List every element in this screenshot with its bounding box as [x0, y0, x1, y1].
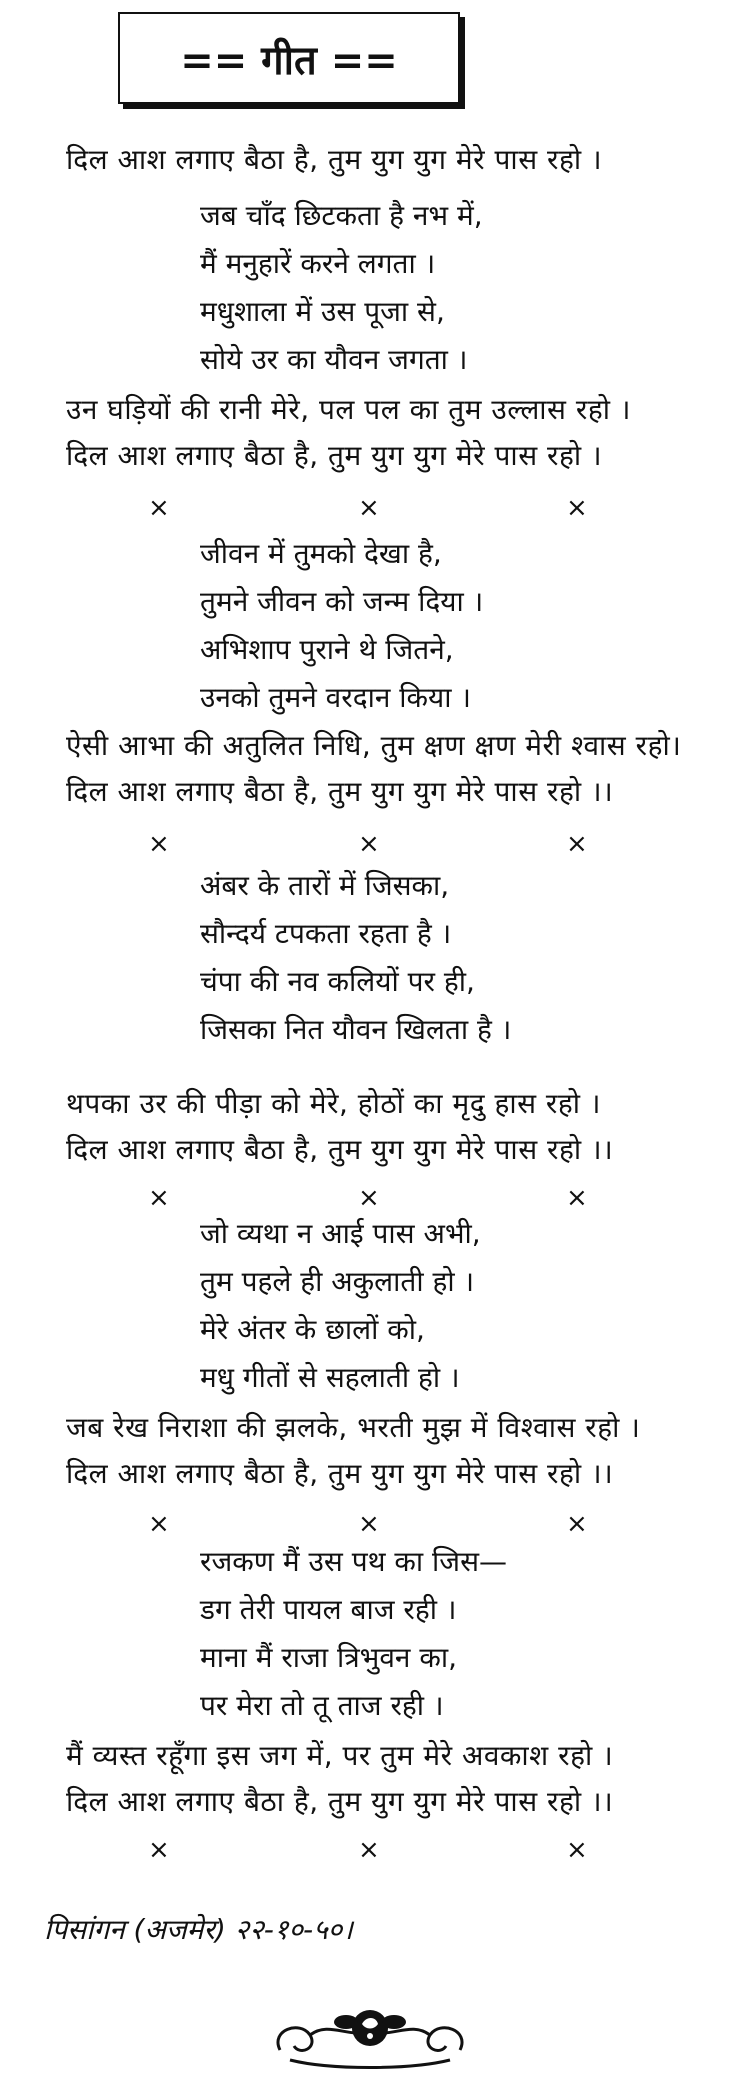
poem-line: दिल आश लगाए बैठा है, तुम युग युग मेरे पास रहो ।	[66, 439, 603, 472]
poem-line: माना मैं राजा त्रिभुवन का,	[200, 1641, 458, 1674]
poem-line: मधु गीतों से सहलाती हो ।	[200, 1361, 460, 1394]
separator-row	[0, 1830, 730, 1870]
poem-line: चंपा की नव कलियों पर ही,	[200, 965, 475, 998]
poem-line: सौन्दर्य टपकता रहता है ।	[200, 917, 452, 950]
separator-cross: ×	[148, 493, 170, 523]
poem-line: जो व्यथा न आई पास अभी,	[200, 1217, 481, 1250]
poem-line: दिल आश लगाए बैठा है, तुम युग युग मेरे पास रहो ।	[66, 143, 603, 176]
poem-line: मैं मनुहारें करने लगता ।	[200, 247, 436, 280]
poem-line: तुम पहले ही अकुलाती हो ।	[200, 1265, 475, 1298]
separator-row	[0, 1504, 730, 1544]
poem-line: मैं व्यस्त रहूँगा इस जग में, पर तुम मेरे अवकाश रहो ।	[66, 1739, 614, 1772]
separator-cross: ×	[148, 1835, 170, 1865]
separator-cross: ×	[566, 1509, 588, 1539]
poem-line: उन घड़ियों की रानी मेरे, पल पल का तुम उल्लास रहो ।	[66, 393, 631, 426]
separator-cross: ×	[566, 1835, 588, 1865]
poem-line: पर मेरा तो तू ताज रही ।	[200, 1689, 444, 1722]
poem-line: ऐसी आभा की अतुलित निधि, तुम क्षण क्षण मेरी श्वास रहो।	[66, 729, 682, 762]
poem-line: थपका उर की पीड़ा को मेरे, होठों का मृदु हास रहो ।	[66, 1087, 601, 1120]
separator-cross: ×	[358, 829, 380, 859]
poem-title: == गीत ==	[118, 12, 460, 104]
separator-cross: ×	[358, 493, 380, 523]
poem-line: अभिशाप पुराने थे जितने,	[200, 633, 454, 666]
separator-cross: ×	[148, 1183, 170, 1213]
separator-cross: ×	[148, 829, 170, 859]
signature-place-date: पिसांगन (अजमेर) २२-१०-५०।	[44, 1913, 353, 1946]
separator-cross: ×	[358, 1183, 380, 1213]
poem-line: डग तेरी पायल बाज रही ।	[200, 1593, 457, 1626]
separator-cross: ×	[358, 1835, 380, 1865]
poem-line: जब रेख निराशा की झलके, भरती मुझ में विश्वास रहो ।	[66, 1411, 641, 1444]
poem-line: जब चाँद छिटकता है नभ में,	[200, 199, 483, 232]
poem-line: दिल आश लगाए बैठा है, तुम युग युग मेरे पास रहो ।।	[66, 1457, 614, 1490]
poem-line: अंबर के तारों में जिसका,	[200, 869, 450, 902]
poem-line: मेरे अंतर के छालों को,	[200, 1313, 425, 1346]
poem-line: सोये उर का यौवन जगता ।	[200, 343, 468, 376]
separator-cross: ×	[358, 1509, 380, 1539]
flourish-ornament-icon	[260, 1990, 480, 2080]
poem-line: रजकण मैं उस पथ का जिस—	[200, 1545, 508, 1578]
poem-line: मधुशाला में उस पूजा से,	[200, 295, 445, 328]
poem-line: दिल आश लगाए बैठा है, तुम युग युग मेरे पास रहो ।।	[66, 775, 614, 808]
poem-line: जिसका नित यौवन खिलता है ।	[200, 1013, 512, 1046]
separator-cross: ×	[148, 1509, 170, 1539]
poem-line: तुमने जीवन को जन्म दिया ।	[200, 585, 484, 618]
separator-cross: ×	[566, 1183, 588, 1213]
separator-row	[0, 824, 730, 864]
separator-cross: ×	[566, 493, 588, 523]
separator-row	[0, 488, 730, 528]
poem-line: जीवन में तुमको देखा है,	[200, 537, 442, 570]
poem-line: दिल आश लगाए बैठा है, तुम युग युग मेरे पास रहो ।।	[66, 1133, 614, 1166]
separator-cross: ×	[566, 829, 588, 859]
poem-line: दिल आश लगाए बैठा है, तुम युग युग मेरे पास रहो ।।	[66, 1785, 614, 1818]
separator-row	[0, 1178, 730, 1218]
poem-line: उनको तुमने वरदान किया ।	[200, 681, 472, 714]
